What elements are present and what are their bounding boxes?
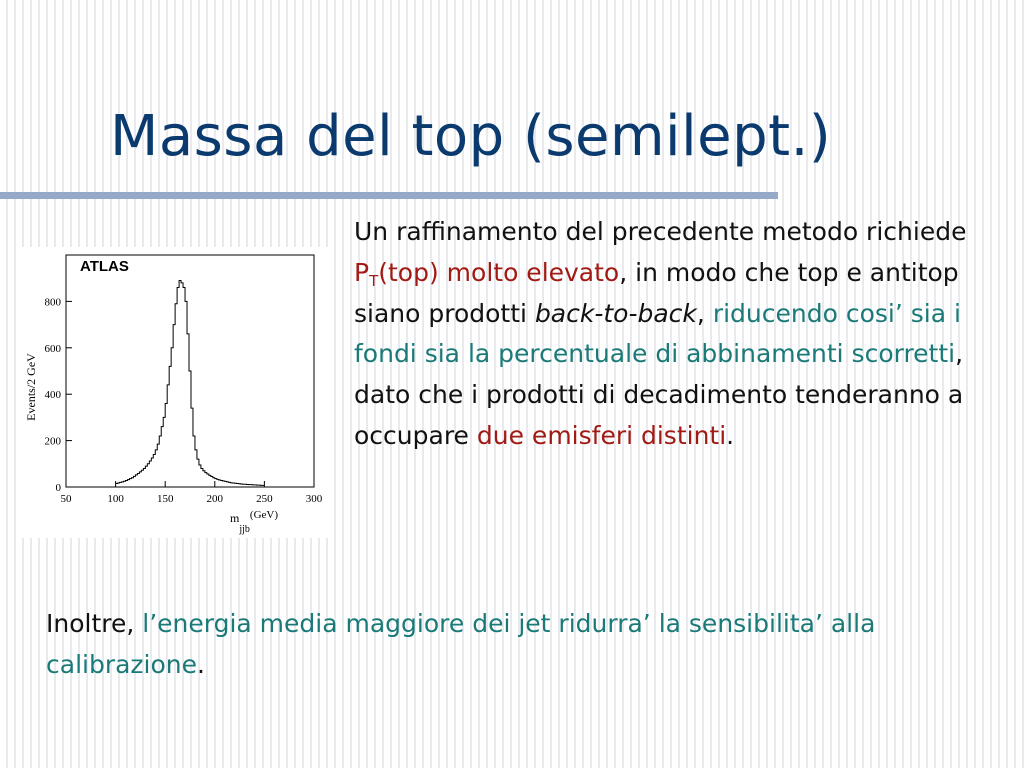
main-paragraph [354, 212, 994, 457]
pt-highlight [354, 257, 620, 290]
calibration-highlight: l’energia media maggiore dei jet ridurra’ la sensibilita’ alla calibrazione [46, 609, 876, 679]
y-tick-label: 0 [55, 482, 61, 494]
body-text-3: , [696, 298, 713, 328]
footer-paragraph [46, 604, 986, 686]
body-text-5: . [726, 420, 735, 450]
reduction-highlight: riducendo cosi’ sia i fondi sia la percentuale di abbinamenti scorretti [354, 298, 961, 369]
x-tick-label: 150 [156, 493, 174, 505]
histogram-series [116, 281, 265, 486]
pt-symbol: P [354, 257, 370, 287]
chart-atlas-label: ATLAS [80, 258, 129, 275]
x-tick-label: 100 [107, 493, 124, 505]
body-text-4: , dato che i prodotti di decadimento tenderanno a occupare [354, 339, 964, 450]
pt-rest: (top) molto elevato [378, 257, 620, 287]
chart-y-axis-label: Events/2 GeV [24, 353, 38, 421]
y-tick-label: 400 [44, 389, 61, 402]
x-tick-label: 250 [256, 493, 273, 505]
body-text-2: , in modo che top e antitop siano prodotti [354, 257, 959, 328]
x-tick-label: 200 [206, 493, 224, 505]
slide-title: Massa del top (semilept.) [110, 104, 832, 169]
x-tick-label: 50 [60, 493, 72, 505]
y-tick-label: 800 [44, 296, 61, 309]
body-text-1: Un raffinamento del precedente metodo richiede [354, 217, 967, 246]
hemispheres-highlight: due emisferi distinti [476, 420, 727, 450]
histogram-chart [18, 247, 332, 538]
x-tick-label: 300 [305, 493, 323, 505]
y-tick-label: 200 [44, 435, 61, 448]
y-tick-label: 600 [44, 342, 61, 355]
pt-subscript: T [369, 271, 379, 290]
footer-text-2: . [197, 649, 205, 679]
mass-histogram-figure [18, 247, 332, 538]
title-underline [0, 192, 778, 199]
back-to-back-term: back-to-back [534, 298, 697, 328]
footer-text-1: Inoltre, [46, 609, 143, 638]
chart-x-axis-label: $m_{jjb}(GeV)$ [230, 509, 279, 535]
